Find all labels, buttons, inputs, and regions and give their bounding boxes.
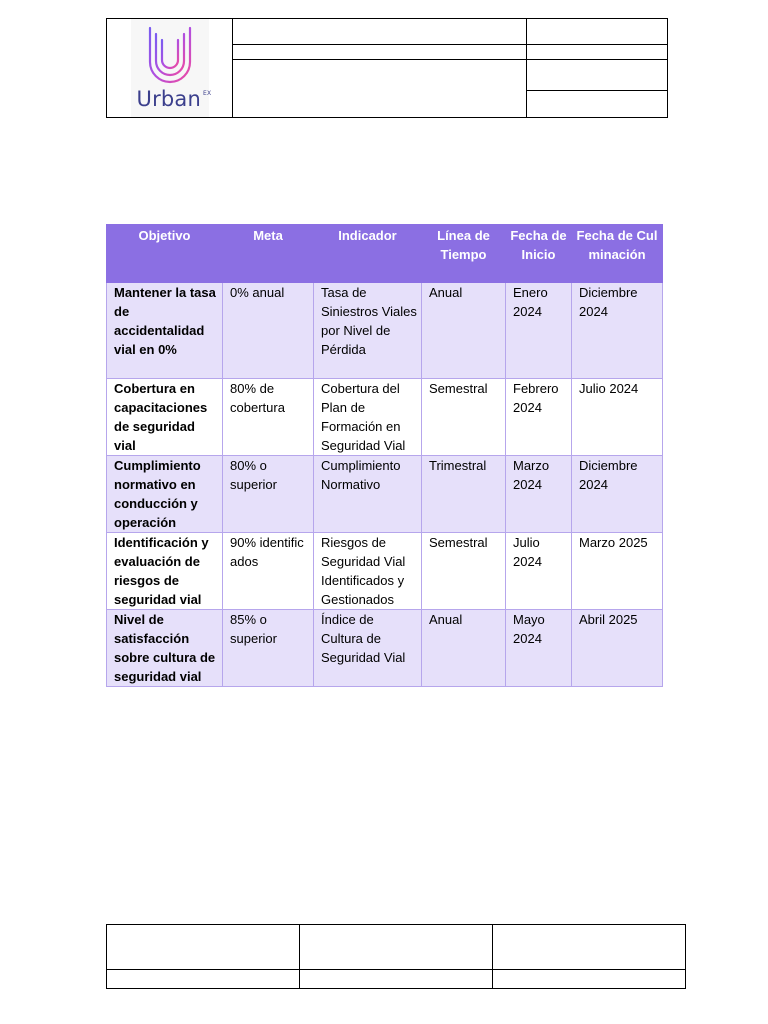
footer-cell [493,970,686,989]
cell-indicador: Índice de Cultura de Seguridad Vial [314,610,422,687]
cell-objetivo: Identificación y evaluación de riesgos de seguridad vial [107,533,223,610]
column-header-meta: Meta [223,225,314,283]
cell-meta: 80% de cobertura [223,379,314,456]
footer-cell [493,925,686,970]
cell-fecha-culminacion: Diciembre 2024 [572,283,663,379]
cell-fecha-culminacion: Julio 2024 [572,379,663,456]
cell-indicador: Cumplimiento Normativo [314,456,422,533]
header-cell [527,19,668,45]
header-cell [233,19,527,45]
cell-meta: 80% o superior [223,456,314,533]
cell-linea-de-tiempo: Anual [422,610,506,687]
objectives-table [106,224,663,687]
cell-fecha-inicio: Julio 2024 [506,533,572,610]
header-cell [527,45,668,60]
cell-meta: 0% anual [223,283,314,379]
cell-linea-de-tiempo: Semestral [422,379,506,456]
column-header-fecha-de-inicio: Fecha de Inicio [506,225,572,283]
cell-indicador: Riesgos de Seguridad Vial Identificados y Gestionados [314,533,422,610]
footer-cell [107,925,300,970]
cell-objetivo: Mantener la tasa de accidentalidad vial en 0% [107,283,223,379]
cell-fecha-inicio: Febrero 2024 [506,379,572,456]
cell-objetivo: Cumplimiento normativo en conducción y operación [107,456,223,533]
header-cell [233,45,527,60]
footer-cell [300,970,493,989]
cell-linea-de-tiempo: Anual [422,283,506,379]
cell-indicador: Tasa de Siniestros Viales por Nivel de Pérdida [314,283,422,379]
cell-meta: 85% o superior [223,610,314,687]
cell-indicador: Cobertura del Plan de Formación en Seguridad Vial [314,379,422,456]
logo-cell [107,19,233,118]
table-row [107,533,663,610]
cell-fecha-inicio: Enero 2024 [506,283,572,379]
document-footer [106,924,686,989]
column-header-linea-de-tiempo: Línea de Tiempo [422,225,506,283]
table-row [107,283,663,379]
column-header-objetivo: Objetivo [107,225,223,283]
footer-cell [107,970,300,989]
footer-cell [300,925,493,970]
header-cell [527,91,668,118]
column-header-fecha-de-culminacion: Fecha de Culminación [572,225,663,283]
cell-linea-de-tiempo: Semestral [422,533,506,610]
logo-mark-icon [144,26,196,84]
cell-objetivo: Cobertura en capacitaciones de seguridad vial [107,379,223,456]
table-header-row [107,225,663,283]
header-cell [233,60,527,118]
cell-fecha-culminacion: Marzo 2025 [572,533,663,610]
document-header [106,18,668,118]
cell-fecha-inicio: Mayo 2024 [506,610,572,687]
table-row [107,379,663,456]
cell-fecha-culminacion: Diciembre 2024 [572,456,663,533]
cell-meta: 90% identificados [223,533,314,610]
cell-fecha-inicio: Marzo 2024 [506,456,572,533]
logo-wordmark: Urban $^{EX}$ [136,87,212,111]
table-row [107,456,663,533]
cell-linea-de-tiempo: Trimestral [422,456,506,533]
header-cell [527,60,668,91]
table-row [107,610,663,687]
column-header-indicador: Indicador [314,225,422,283]
urban-logo [131,19,212,117]
cell-objetivo: Nivel de satisfacción sobre cultura de seguridad vial [107,610,223,687]
cell-fecha-culminacion: Abril 2025 [572,610,663,687]
